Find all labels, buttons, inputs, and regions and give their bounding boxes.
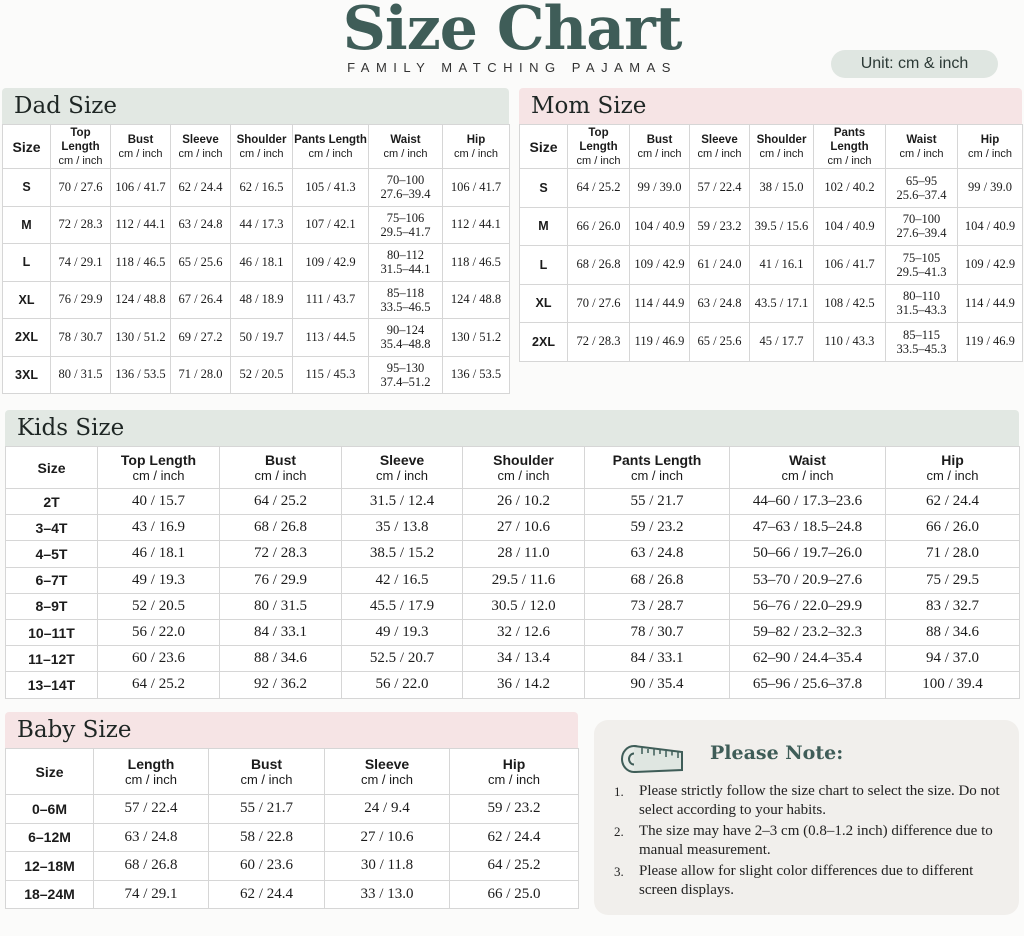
table-cell: 63 / 24.8 <box>585 541 730 567</box>
table-cell: 44 / 17.3 <box>231 206 293 244</box>
mom-size-section <box>519 88 1022 362</box>
table-cell: 50–66 / 19.7–26.0 <box>730 541 886 567</box>
table-cell: 57 / 22.4 <box>690 169 750 208</box>
table-cell: 118 / 46.5 <box>111 244 171 282</box>
column-header: Bust cm / inch <box>111 125 171 169</box>
table-cell: 53–70 / 20.9–27.6 <box>730 567 886 593</box>
table-row <box>6 619 1020 645</box>
column-header: Top Length cm / inch <box>51 125 111 169</box>
column-header: Hip cm / inch <box>886 447 1020 489</box>
table-cell: 59–82 / 23.2–32.3 <box>730 619 886 645</box>
note-list <box>614 782 1004 902</box>
table-row <box>3 206 510 244</box>
measuring-tape-icon <box>620 740 686 783</box>
column-header: Sleeve cm / inch <box>325 749 450 795</box>
table-cell: 80 / 31.5 <box>51 356 111 394</box>
table-cell: 64 / 25.2 <box>450 852 579 881</box>
table-cell: 35 / 13.8 <box>342 515 463 541</box>
column-header: Hip cm / inch <box>958 125 1023 169</box>
table-cell: 55 / 21.7 <box>585 489 730 515</box>
table-cell: 59 / 23.2 <box>450 795 579 824</box>
table-cell: 38.5 / 15.2 <box>342 541 463 567</box>
column-header: Waist cm / inch <box>886 125 958 169</box>
column-header: Waist cm / inch <box>730 447 886 489</box>
table-cell: 119 / 46.9 <box>630 323 690 362</box>
size-label: 11–12T <box>6 646 98 672</box>
table-cell: 38 / 15.0 <box>750 169 814 208</box>
table-row <box>3 244 510 282</box>
note-item: 3. Please allow for slight color differences due to different screen displays. <box>614 863 974 898</box>
column-header: Shoulder cm / inch <box>231 125 293 169</box>
table-cell: 114 / 44.9 <box>958 284 1023 323</box>
baby-size-section <box>5 712 578 909</box>
table-cell: 104 / 40.9 <box>630 207 690 246</box>
table-cell: 104 / 40.9 <box>958 207 1023 246</box>
table-cell: 65 / 25.6 <box>171 244 231 282</box>
table-cell: 62–90 / 24.4–35.4 <box>730 646 886 672</box>
table-cell: 88 / 34.6 <box>886 619 1020 645</box>
table-cell: 95–130 37.4–51.2 <box>369 356 443 394</box>
table-cell: 74 / 29.1 <box>51 244 111 282</box>
table-cell: 76 / 29.9 <box>220 567 342 593</box>
table-row <box>6 593 1020 619</box>
table-cell: 43.5 / 17.1 <box>750 284 814 323</box>
table-cell: 124 / 48.8 <box>443 281 510 319</box>
table-cell: 80 / 31.5 <box>220 593 342 619</box>
size-label: 12–18M <box>6 852 94 881</box>
size-label: 3XL <box>3 356 51 394</box>
table-cell: 74 / 29.1 <box>94 880 209 909</box>
table-cell: 114 / 44.9 <box>630 284 690 323</box>
table-cell: 40 / 15.7 <box>98 489 220 515</box>
table-cell: 61 / 24.0 <box>690 246 750 285</box>
page-title: Size Chart <box>342 0 682 64</box>
table-cell: 64 / 25.2 <box>220 489 342 515</box>
size-label: 0–6M <box>6 795 94 824</box>
table-cell: 85–118 33.5–46.5 <box>369 281 443 319</box>
table-cell: 26 / 10.2 <box>463 489 585 515</box>
size-label: XL <box>520 284 568 323</box>
size-label: 3–4T <box>6 515 98 541</box>
column-header: Pants Length cm / inch <box>814 125 886 169</box>
table-cell: 83 / 32.7 <box>886 593 1020 619</box>
table-cell: 68 / 26.8 <box>568 246 630 285</box>
table-cell: 85–115 33.5–45.3 <box>886 323 958 362</box>
table-cell: 65–96 / 25.6–37.8 <box>730 672 886 698</box>
table-cell: 80–112 31.5–44.1 <box>369 244 443 282</box>
table-row <box>6 672 1020 698</box>
table-row <box>6 489 1020 515</box>
table-cell: 94 / 37.0 <box>886 646 1020 672</box>
table-cell: 45 / 17.7 <box>750 323 814 362</box>
note-title: Please Note: <box>710 742 844 764</box>
table-cell: 63 / 24.8 <box>94 823 209 852</box>
table-cell: 56 / 22.0 <box>98 619 220 645</box>
table-cell: 30 / 11.8 <box>325 852 450 881</box>
table-cell: 72 / 28.3 <box>51 206 111 244</box>
table-cell: 64 / 25.2 <box>568 169 630 208</box>
baby-size-title: Baby Size <box>5 712 578 748</box>
table-cell: 72 / 28.3 <box>220 541 342 567</box>
table-cell: 45.5 / 17.9 <box>342 593 463 619</box>
table-cell: 130 / 51.2 <box>443 319 510 357</box>
table-cell: 32 / 12.6 <box>463 619 585 645</box>
table-cell: 73 / 28.7 <box>585 593 730 619</box>
mom-size-title: Mom Size <box>519 88 1022 124</box>
table-cell: 112 / 44.1 <box>443 206 510 244</box>
table-cell: 76 / 29.9 <box>51 281 111 319</box>
table-cell: 136 / 53.5 <box>111 356 171 394</box>
table-cell: 66 / 26.0 <box>886 515 1020 541</box>
table-cell: 70 / 27.6 <box>51 169 111 207</box>
unit-badge: Unit: cm & inch <box>831 50 998 78</box>
column-header: Shoulder cm / inch <box>750 125 814 169</box>
column-header: Top Length cm / inch <box>568 125 630 169</box>
table-cell: 63 / 24.8 <box>171 206 231 244</box>
table-cell: 56–76 / 22.0–29.9 <box>730 593 886 619</box>
table-cell: 115 / 45.3 <box>293 356 369 394</box>
size-label: 8–9T <box>6 593 98 619</box>
table-cell: 104 / 40.9 <box>814 207 886 246</box>
table-row <box>520 207 1023 246</box>
table-cell: 88 / 34.6 <box>220 646 342 672</box>
table-cell: 63 / 24.8 <box>690 284 750 323</box>
table-cell: 62 / 16.5 <box>231 169 293 207</box>
table-cell: 46 / 18.1 <box>98 541 220 567</box>
size-label: S <box>3 169 51 207</box>
table-row <box>6 646 1020 672</box>
table-cell: 47–63 / 18.5–24.8 <box>730 515 886 541</box>
table-cell: 33 / 13.0 <box>325 880 450 909</box>
size-label: S <box>520 169 568 208</box>
table-cell: 70 / 27.6 <box>568 284 630 323</box>
table-row <box>3 169 510 207</box>
table-cell: 42 / 16.5 <box>342 567 463 593</box>
table-cell: 130 / 51.2 <box>111 319 171 357</box>
table-cell: 106 / 41.7 <box>111 169 171 207</box>
table-row <box>3 281 510 319</box>
table-cell: 59 / 23.2 <box>585 515 730 541</box>
column-header: Top Length cm / inch <box>98 447 220 489</box>
table-cell: 102 / 40.2 <box>814 169 886 208</box>
size-label: L <box>520 246 568 285</box>
table-cell: 78 / 30.7 <box>585 619 730 645</box>
table-row <box>520 246 1023 285</box>
table-cell: 69 / 27.2 <box>171 319 231 357</box>
table-cell: 68 / 26.8 <box>94 852 209 881</box>
table-row <box>6 541 1020 567</box>
size-label: XL <box>3 281 51 319</box>
size-label: 6–12M <box>6 823 94 852</box>
table-cell: 124 / 48.8 <box>111 281 171 319</box>
size-header: Size <box>6 447 98 489</box>
table-cell: 50 / 19.7 <box>231 319 293 357</box>
table-cell: 27 / 10.6 <box>463 515 585 541</box>
table-cell: 36 / 14.2 <box>463 672 585 698</box>
column-header: Waist cm / inch <box>369 125 443 169</box>
table-cell: 68 / 26.8 <box>585 567 730 593</box>
size-label: 2T <box>6 489 98 515</box>
kids-size-section <box>5 410 1019 699</box>
table-cell: 72 / 28.3 <box>568 323 630 362</box>
table-cell: 58 / 22.8 <box>209 823 325 852</box>
table-cell: 60 / 23.6 <box>209 852 325 881</box>
size-header: Size <box>3 125 51 169</box>
table-cell: 110 / 43.3 <box>814 323 886 362</box>
kids-size-title: Kids Size <box>5 410 1019 446</box>
table-cell: 52 / 20.5 <box>231 356 293 394</box>
column-header: Pants Length cm / inch <box>585 447 730 489</box>
column-header: Bust cm / inch <box>209 749 325 795</box>
table-cell: 31.5 / 12.4 <box>342 489 463 515</box>
table-cell: 48 / 18.9 <box>231 281 293 319</box>
table-cell: 55 / 21.7 <box>209 795 325 824</box>
page-subtitle: FAMILY MATCHING PAJAMAS <box>347 60 677 75</box>
table-cell: 24 / 9.4 <box>325 795 450 824</box>
table-cell: 71 / 28.0 <box>886 541 1020 567</box>
table-cell: 118 / 46.5 <box>443 244 510 282</box>
table-cell: 99 / 39.0 <box>630 169 690 208</box>
note-item: 1. Please strictly follow the size chart to select the size. Do not select according to your habits. <box>614 783 1000 818</box>
mom-size-table <box>519 124 1023 362</box>
table-cell: 136 / 53.5 <box>443 356 510 394</box>
table-cell: 92 / 36.2 <box>220 672 342 698</box>
table-row <box>6 795 579 824</box>
note-box <box>594 720 1019 915</box>
table-cell: 107 / 42.1 <box>293 206 369 244</box>
table-cell: 109 / 42.9 <box>958 246 1023 285</box>
table-row <box>3 319 510 357</box>
table-cell: 60 / 23.6 <box>98 646 220 672</box>
table-cell: 44–60 / 17.3–23.6 <box>730 489 886 515</box>
table-cell: 113 / 44.5 <box>293 319 369 357</box>
table-cell: 70–100 27.6–39.4 <box>369 169 443 207</box>
baby-size-table <box>5 748 579 909</box>
table-cell: 75 / 29.5 <box>886 567 1020 593</box>
table-cell: 56 / 22.0 <box>342 672 463 698</box>
table-cell: 30.5 / 12.0 <box>463 593 585 619</box>
column-header: Bust cm / inch <box>630 125 690 169</box>
size-label: 2XL <box>3 319 51 357</box>
dad-size-section <box>2 88 509 394</box>
size-label: 6–7T <box>6 567 98 593</box>
column-header: Hip cm / inch <box>450 749 579 795</box>
column-header: Sleeve cm / inch <box>690 125 750 169</box>
table-cell: 29.5 / 11.6 <box>463 567 585 593</box>
table-cell: 59 / 23.2 <box>690 207 750 246</box>
table-cell: 62 / 24.4 <box>209 880 325 909</box>
note-item: 2. The size may have 2–3 cm (0.8–1.2 inch) difference due to manual measurement. <box>614 823 993 858</box>
table-cell: 52.5 / 20.7 <box>342 646 463 672</box>
kids-size-table <box>5 446 1020 699</box>
table-row <box>520 284 1023 323</box>
table-cell: 62 / 24.4 <box>886 489 1020 515</box>
size-label: 10–11T <box>6 619 98 645</box>
table-cell: 80–110 31.5–43.3 <box>886 284 958 323</box>
table-cell: 75–105 29.5–41.3 <box>886 246 958 285</box>
table-cell: 84 / 33.1 <box>220 619 342 645</box>
table-cell: 75–106 29.5–41.7 <box>369 206 443 244</box>
table-cell: 49 / 19.3 <box>98 567 220 593</box>
table-cell: 70–100 27.6–39.4 <box>886 207 958 246</box>
column-header: Pants Length cm / inch <box>293 125 369 169</box>
table-cell: 64 / 25.2 <box>98 672 220 698</box>
table-cell: 112 / 44.1 <box>111 206 171 244</box>
table-cell: 39.5 / 15.6 <box>750 207 814 246</box>
table-row <box>520 323 1023 362</box>
dad-size-table <box>2 124 510 394</box>
table-cell: 105 / 41.3 <box>293 169 369 207</box>
table-cell: 84 / 33.1 <box>585 646 730 672</box>
table-cell: 100 / 39.4 <box>886 672 1020 698</box>
table-cell: 65 / 25.6 <box>690 323 750 362</box>
table-cell: 119 / 46.9 <box>958 323 1023 362</box>
table-cell: 90 / 35.4 <box>585 672 730 698</box>
table-cell: 52 / 20.5 <box>98 593 220 619</box>
table-row <box>6 880 579 909</box>
table-cell: 65–95 25.6–37.4 <box>886 169 958 208</box>
table-cell: 34 / 13.4 <box>463 646 585 672</box>
table-row <box>520 169 1023 208</box>
table-cell: 106 / 41.7 <box>814 246 886 285</box>
column-header: Length cm / inch <box>94 749 209 795</box>
size-header: Size <box>6 749 94 795</box>
table-cell: 78 / 30.7 <box>51 319 111 357</box>
size-label: M <box>520 207 568 246</box>
table-cell: 28 / 11.0 <box>463 541 585 567</box>
table-cell: 68 / 26.8 <box>220 515 342 541</box>
table-cell: 109 / 42.9 <box>630 246 690 285</box>
table-cell: 62 / 24.4 <box>450 823 579 852</box>
size-label: 4–5T <box>6 541 98 567</box>
size-label: 13–14T <box>6 672 98 698</box>
table-cell: 67 / 26.4 <box>171 281 231 319</box>
table-cell: 62 / 24.4 <box>171 169 231 207</box>
table-row <box>3 356 510 394</box>
column-header: Sleeve cm / inch <box>171 125 231 169</box>
table-cell: 109 / 42.9 <box>293 244 369 282</box>
table-cell: 27 / 10.6 <box>325 823 450 852</box>
size-label: L <box>3 244 51 282</box>
dad-size-title: Dad Size <box>2 88 509 124</box>
column-header: Hip cm / inch <box>443 125 510 169</box>
size-label: 2XL <box>520 323 568 362</box>
size-label: 18–24M <box>6 880 94 909</box>
table-row <box>6 823 579 852</box>
table-cell: 43 / 16.9 <box>98 515 220 541</box>
table-row <box>6 567 1020 593</box>
table-cell: 49 / 19.3 <box>342 619 463 645</box>
table-cell: 71 / 28.0 <box>171 356 231 394</box>
table-row <box>6 515 1020 541</box>
size-header: Size <box>520 125 568 169</box>
table-cell: 90–124 35.4–48.8 <box>369 319 443 357</box>
column-header: Bust cm / inch <box>220 447 342 489</box>
table-cell: 41 / 16.1 <box>750 246 814 285</box>
column-header: Sleeve cm / inch <box>342 447 463 489</box>
table-cell: 57 / 22.4 <box>94 795 209 824</box>
table-cell: 99 / 39.0 <box>958 169 1023 208</box>
table-cell: 106 / 41.7 <box>443 169 510 207</box>
table-cell: 66 / 26.0 <box>568 207 630 246</box>
table-cell: 66 / 25.0 <box>450 880 579 909</box>
column-header: Shoulder cm / inch <box>463 447 585 489</box>
table-row <box>6 852 579 881</box>
table-cell: 108 / 42.5 <box>814 284 886 323</box>
table-cell: 111 / 43.7 <box>293 281 369 319</box>
size-label: M <box>3 206 51 244</box>
table-cell: 46 / 18.1 <box>231 244 293 282</box>
